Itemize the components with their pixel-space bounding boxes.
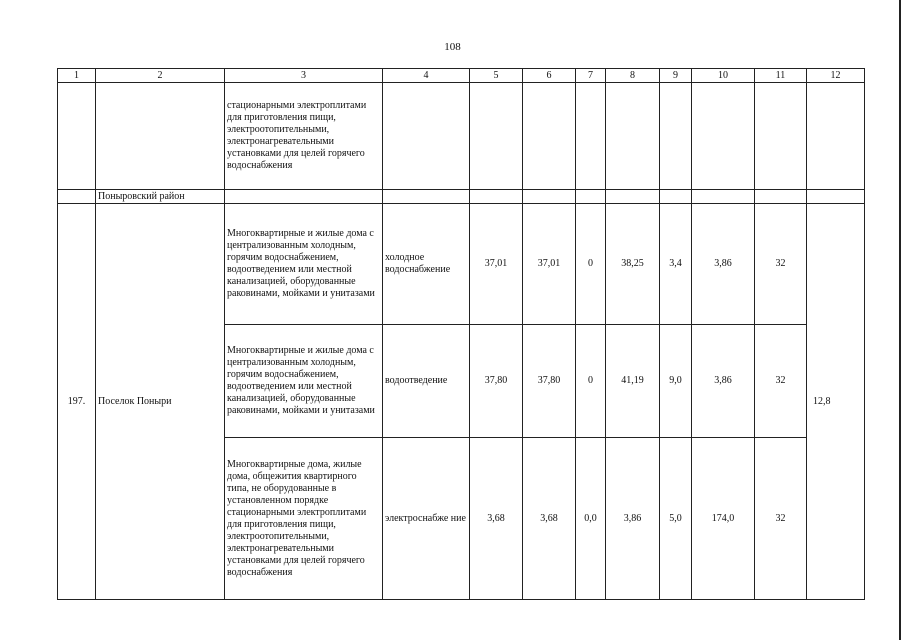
- value-col11: 32: [755, 438, 807, 600]
- header-cell: 12: [807, 69, 865, 83]
- value-col11: 32: [755, 325, 807, 438]
- header-cell: 5: [470, 69, 523, 83]
- header-cell: 2: [96, 69, 225, 83]
- tariff-table: [57, 68, 865, 600]
- value-col10: 3,86: [692, 325, 755, 438]
- settlement-name: Поселок Поныри: [96, 204, 225, 600]
- value-col6: 3,68: [523, 438, 576, 600]
- value-col11: 32: [755, 204, 807, 325]
- value-col7: 0: [576, 325, 606, 438]
- header-cell: 8: [606, 69, 660, 83]
- value-col6: 37,80: [523, 325, 576, 438]
- page-edge-rule: [899, 0, 901, 640]
- district-name: Поныровский район: [96, 190, 225, 204]
- value-col8: 3,86: [606, 438, 660, 600]
- value-col9: 5,0: [660, 438, 692, 600]
- header-cell: 7: [576, 69, 606, 83]
- settlement-number: 197.: [58, 204, 96, 600]
- value-col5: 3,68: [470, 438, 523, 600]
- header-cell: 4: [383, 69, 470, 83]
- value-col5: 37,01: [470, 204, 523, 325]
- district-row: [58, 190, 865, 204]
- header-cell: 9: [660, 69, 692, 83]
- value-col9: 9,0: [660, 325, 692, 438]
- value-col12: 12,8: [807, 204, 865, 600]
- service-type: электроснабже ние: [383, 438, 470, 600]
- value-col6: 37,01: [523, 204, 576, 325]
- page-number: 108: [444, 41, 461, 53]
- table-row: [58, 204, 865, 325]
- housing-description: Многоквартирные и жилые дома с централизованным холодным, горячим водоснабжением, водоотведением или местной канализацией, оборудованные раковинами, мойками и унитазами: [225, 325, 383, 438]
- header-cell: 1: [58, 69, 96, 83]
- value-col8: 41,19: [606, 325, 660, 438]
- value-col5: 37,80: [470, 325, 523, 438]
- value-col7: 0: [576, 204, 606, 325]
- value-col10: 3,86: [692, 204, 755, 325]
- housing-description: Многоквартирные и жилые дома с централизованным холодным, горячим водоснабжением, водоотведением или местной канализацией, оборудованные раковинами, мойками и унитазами: [225, 204, 383, 325]
- continuation-row: [58, 83, 865, 190]
- header-row: [58, 69, 865, 83]
- value-col10: 174,0: [692, 438, 755, 600]
- header-cell: 3: [225, 69, 383, 83]
- value-col8: 38,25: [606, 204, 660, 325]
- header-cell: 11: [755, 69, 807, 83]
- service-type: водоотведение: [383, 325, 470, 438]
- service-type: холодное водоснабжение: [383, 204, 470, 325]
- continuation-description: стационарными электроплитами для приготовления пищи, электроотопительными, электронагревательными установками для целей горячего водоснабжения: [225, 83, 383, 190]
- header-cell: 10: [692, 69, 755, 83]
- housing-description: Многоквартирные дома, жилые дома, общежития квартирного типа, не оборудованные в установленном порядке стационарными электроплитами для приготовления пищи, электроотопительными, электронагревательными установками для целей горячего водоснабжения: [225, 438, 383, 600]
- value-col9: 3,4: [660, 204, 692, 325]
- header-cell: 6: [523, 69, 576, 83]
- value-col7: 0,0: [576, 438, 606, 600]
